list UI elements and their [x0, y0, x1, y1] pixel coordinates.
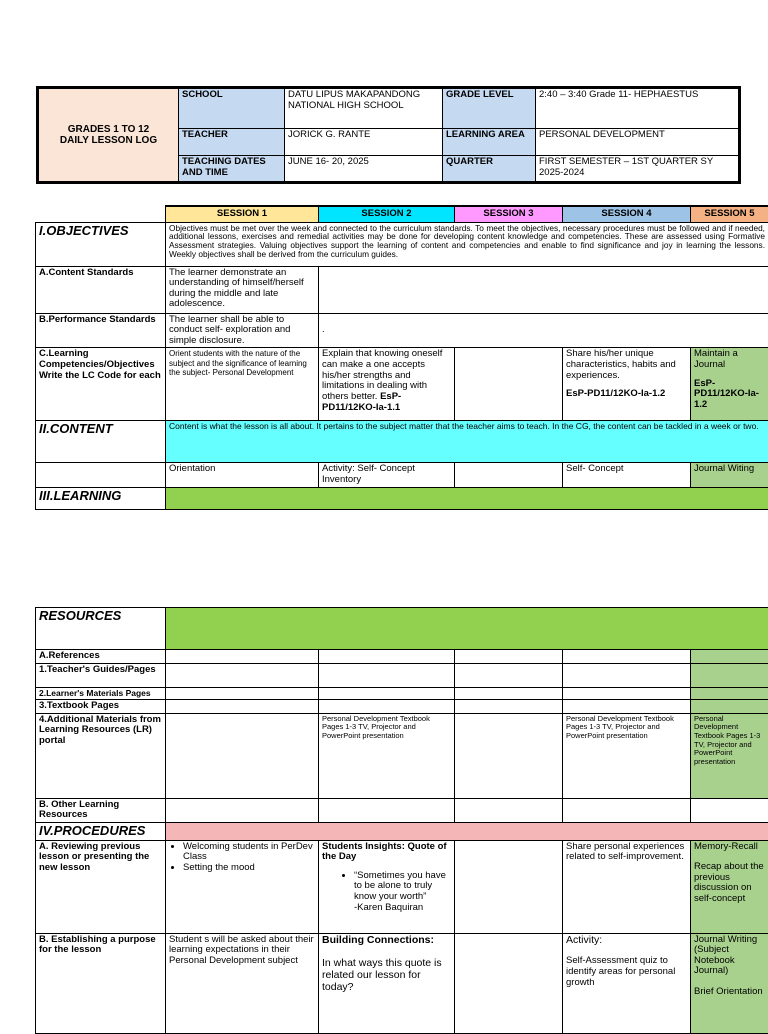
quarter-value: FIRST SEMESTER – 1ST QUARTER SY 2025-2024	[536, 156, 740, 183]
school-value: DATU LIPUS MAKAPANDONG NATIONAL HIGH SCHOOL	[285, 88, 443, 129]
review-lesson-s4: Share personal experiences related to self-improvement.	[563, 840, 691, 933]
recap-text: Recap about the previous discussion on self-concept	[694, 862, 765, 905]
title-line1: GRADES 1 TO 12	[42, 124, 175, 135]
content-s2: Activity: Self- Concept Inventory	[319, 463, 455, 487]
competencies-s4-code: EsP-PD11/12KO-Ia-1.2	[566, 389, 687, 400]
brief-orientation-text: Brief Orientation	[694, 987, 765, 998]
teacher-guides-label: 1.Teacher's Guides/Pages	[36, 663, 166, 687]
list-item: • Welcoming students in PerDev Class	[183, 842, 315, 863]
purpose-s2	[319, 933, 455, 1033]
additional-materials-s4: Personal Development Textbook Pages 1-3 TV, Projector and PowerPoint presentation	[563, 713, 691, 798]
content-standards-label: A.Content Standards	[36, 266, 166, 313]
purpose-label: B. Establishing a purpose for the lesson	[36, 933, 166, 1033]
grade-label: GRADE LEVEL	[443, 88, 536, 129]
review-lesson-label: A. Reviewing previous lesson or presenting the new lesson	[36, 840, 166, 933]
quarter-label: QUARTER	[443, 156, 536, 183]
additional-materials-label: 4.Additional Materials from Learning Resources (LR) portal	[36, 713, 166, 798]
textbook-label: 3.Textbook Pages	[36, 700, 166, 714]
competencies-s2-code: EsP-PD11/12KO-Ia-1.1	[322, 391, 401, 413]
session-4-header: SESSION 4	[563, 206, 691, 222]
competencies-s4-text: Share his/her unique characteristics, habits and experiences.	[566, 349, 687, 381]
activity-label: Activity:	[566, 935, 687, 947]
teacher-value: JORICK G. RANTE	[285, 129, 443, 156]
title-line2: DAILY LESSON LOG	[42, 135, 175, 146]
list-item: • Setting the mood	[183, 863, 315, 874]
review-lesson-s1-list	[169, 842, 315, 874]
quote-author: -Karen Baquiran	[322, 903, 451, 914]
school-label: SCHOOL	[179, 88, 285, 129]
objectives-table	[35, 205, 768, 510]
resources-procedures-table	[35, 607, 768, 1034]
content-s1: Orientation	[166, 463, 319, 487]
header-table	[36, 86, 741, 184]
competencies-s2-text: Explain that knowing oneself can make a one accepts his/her strengths and limitations in dealing with others better.	[322, 348, 442, 402]
references-label: A.References	[36, 650, 166, 664]
journal-writing-text: Journal Writing (Subject Notebook Journal)	[694, 935, 765, 978]
dates-value: JUNE 16- 20, 2025	[285, 156, 443, 183]
procedures-heading: IV.PROCEDURES	[36, 823, 166, 841]
competencies-s4	[563, 348, 691, 421]
quote-text: • “Sometimes you have to be alone to truly know your worth”	[354, 871, 451, 903]
quote-list	[322, 871, 451, 903]
competencies-s1: Orient students with the nature of the subject and the significance of learning the subject- Personal Development	[166, 348, 319, 421]
performance-standards-label: B.Performance Standards	[36, 313, 166, 348]
content-s4: Self- Concept	[563, 463, 691, 487]
area-label: LEARNING AREA	[443, 129, 536, 156]
purpose-s1: Student s will be asked about their learning expectations in their Personal Development subject	[166, 933, 319, 1033]
grade-value: 2:40 – 3:40 Grade 11- HEPHAESTUS	[536, 88, 740, 129]
review-lesson-s5	[691, 840, 768, 933]
teacher-label: TEACHER	[179, 129, 285, 156]
content-standards-s1: The learner demonstrate an understanding of himself/herself during the middle and late adolescence.	[166, 266, 319, 313]
review-lesson-s2	[319, 840, 455, 933]
memory-recall-text: Memory-Recall	[694, 842, 765, 853]
competencies-s2	[319, 348, 455, 421]
performance-standards-rest: .	[319, 313, 768, 348]
objectives-heading: I.OBJECTIVES	[36, 222, 166, 266]
building-connections-text: In what ways this quote is related our lesson for today?	[322, 958, 451, 993]
performance-standards-s1: The learner shall be able to conduct self- exploration and simple disclosure.	[166, 313, 319, 348]
purpose-s5	[691, 933, 768, 1033]
self-assessment-text: Self-Assessment quiz to identify areas for personal growth	[566, 956, 687, 988]
competencies-s5-code: EsP-PD11/12KO-Ia-1.2	[694, 379, 765, 411]
objectives-description: Objectives must be met over the week and connected to the curriculum standards. To meet the objectives, necessary procedures must be followed and if needed, additional lessons, exercises and remedial activities may be done for developing content knowledge and competencies. These are assessed using Formative Assessment strategies. Valuing objectives support the learning of content and competencies and enable to find significance and joy in learning the lessons. Weekly objectives shall be derived from the curriculum guides.	[166, 222, 768, 266]
resources-heading: RESOURCES	[36, 608, 166, 650]
session-1-header: SESSION 1	[166, 206, 319, 222]
session-5-header: SESSION 5	[691, 206, 768, 222]
additional-materials-s2: Personal Development Textbook Pages 1-3 TV, Projector and PowerPoint presentation	[319, 713, 455, 798]
building-connections-title: Building Connections:	[322, 935, 451, 947]
session-3-header: SESSION 3	[455, 206, 563, 222]
competencies-s5	[691, 348, 768, 421]
learner-materials-label: 2.Learner's Materials Pages	[36, 687, 166, 700]
lesson-log-title	[38, 88, 179, 183]
additional-materials-s5: Personal Development Textbook Pages 1-3 TV, Projector and PowerPoint presentation	[691, 713, 768, 798]
area-value: PERSONAL DEVELOPMENT	[536, 129, 740, 156]
quote-of-day-title: Students Insights: Quote of the Day	[322, 842, 451, 863]
session-2-header: SESSION 2	[319, 206, 455, 222]
review-lesson-s1	[166, 840, 319, 933]
competencies-s5-text: Maintain a Journal	[694, 349, 765, 370]
content-description: Content is what the lesson is all about. It pertains to the subject matter that the teacher aims to teach. In the CG, the content can be tackled in a week or two.	[166, 421, 768, 463]
dates-label: TEACHING DATES AND TIME	[179, 156, 285, 183]
content-s5: Journal Witing	[691, 463, 768, 487]
content-heading: II.CONTENT	[36, 421, 166, 463]
learning-heading: III.LEARNING	[36, 487, 166, 509]
purpose-s4	[563, 933, 691, 1033]
competencies-label: C.Learning Competencies/Objectives Write the LC Code for each	[36, 348, 166, 421]
other-resources-label: B. Other Learning Resources	[36, 798, 166, 822]
